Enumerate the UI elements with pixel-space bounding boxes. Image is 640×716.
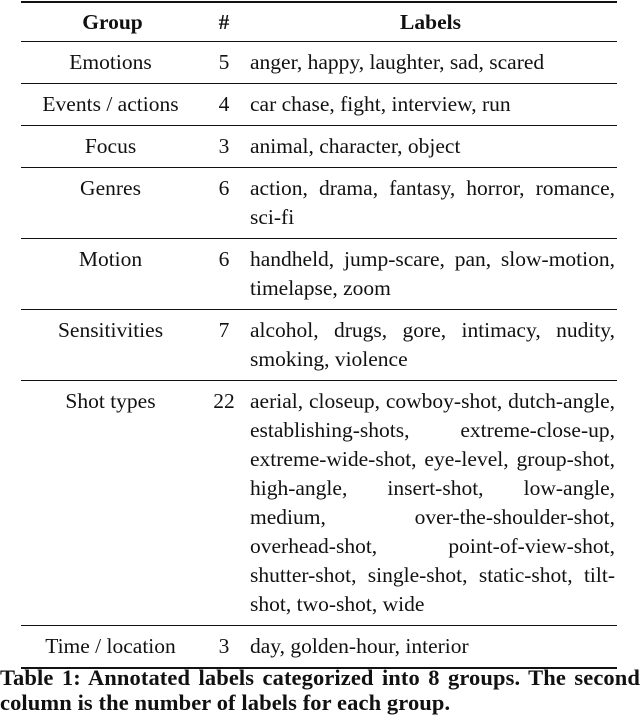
- row-group: Events / actions: [42, 92, 179, 116]
- table-row: [21, 381, 617, 626]
- header-row: [21, 2, 617, 42]
- row-count: 4: [218, 92, 230, 116]
- row-group: Shot types: [65, 389, 156, 413]
- row-count: 3: [218, 134, 230, 158]
- row-labels: anger, happy, laughter, sad, scared: [250, 50, 545, 74]
- row-group: Genres: [80, 176, 141, 200]
- row-count: 5: [218, 50, 230, 74]
- row-group: Time / location: [45, 634, 176, 658]
- row-group: Focus: [84, 134, 137, 158]
- table-row: [21, 239, 617, 310]
- row-labels: aerial, closeup, cowboy-shot, dutch-angle, establishing-shots, extreme-close-up, extreme-wide-shot, eye-level, group-shot, high-angle, insert-shot, low-angle, medium, over-the-shoulder-shot, overhead-shot, point-of-view-shot, shutter-shot, single-shot, static-shot, tilt-shot, two-shot, wide: [250, 389, 615, 616]
- row-count: 6: [218, 176, 230, 200]
- row-labels: alcohol, drugs, gore, intimacy, nudity, smoking, violence: [250, 318, 615, 371]
- table-caption: Table 1: Annotated labels categorized into 8 groups. The second column is the number of labels for each group.: [0, 665, 640, 715]
- row-count: 7: [218, 318, 230, 342]
- table-row: [21, 626, 617, 669]
- row-labels: handheld, jump-scare, pan, slow-motion, timelapse, zoom: [250, 247, 615, 300]
- row-group: Emotions: [69, 50, 152, 74]
- table-body: [21, 42, 617, 669]
- labels-table: [21, 1, 617, 669]
- row-count: 6: [218, 247, 230, 271]
- row-labels: day, golden-hour, interior: [250, 634, 469, 658]
- row-labels: action, drama, fantasy, horror, romance, sci-fi: [250, 176, 615, 229]
- table-row: [21, 168, 617, 239]
- row-count: 22: [213, 389, 235, 413]
- labels-table-container: [21, 1, 617, 669]
- row-group: Sensitivities: [57, 318, 164, 342]
- row-labels: car chase, fight, interview, run: [250, 92, 511, 116]
- row-labels: animal, character, object: [250, 134, 461, 158]
- header-count: #: [218, 9, 230, 34]
- header-labels: Labels: [400, 9, 461, 34]
- header-group: Group: [82, 9, 143, 34]
- table-header: [21, 2, 617, 42]
- row-group: Motion: [78, 247, 143, 271]
- table-row: [21, 310, 617, 381]
- table-row: [21, 84, 617, 126]
- row-count: 3: [218, 634, 230, 658]
- table-row: [21, 126, 617, 168]
- table-row: [21, 42, 617, 84]
